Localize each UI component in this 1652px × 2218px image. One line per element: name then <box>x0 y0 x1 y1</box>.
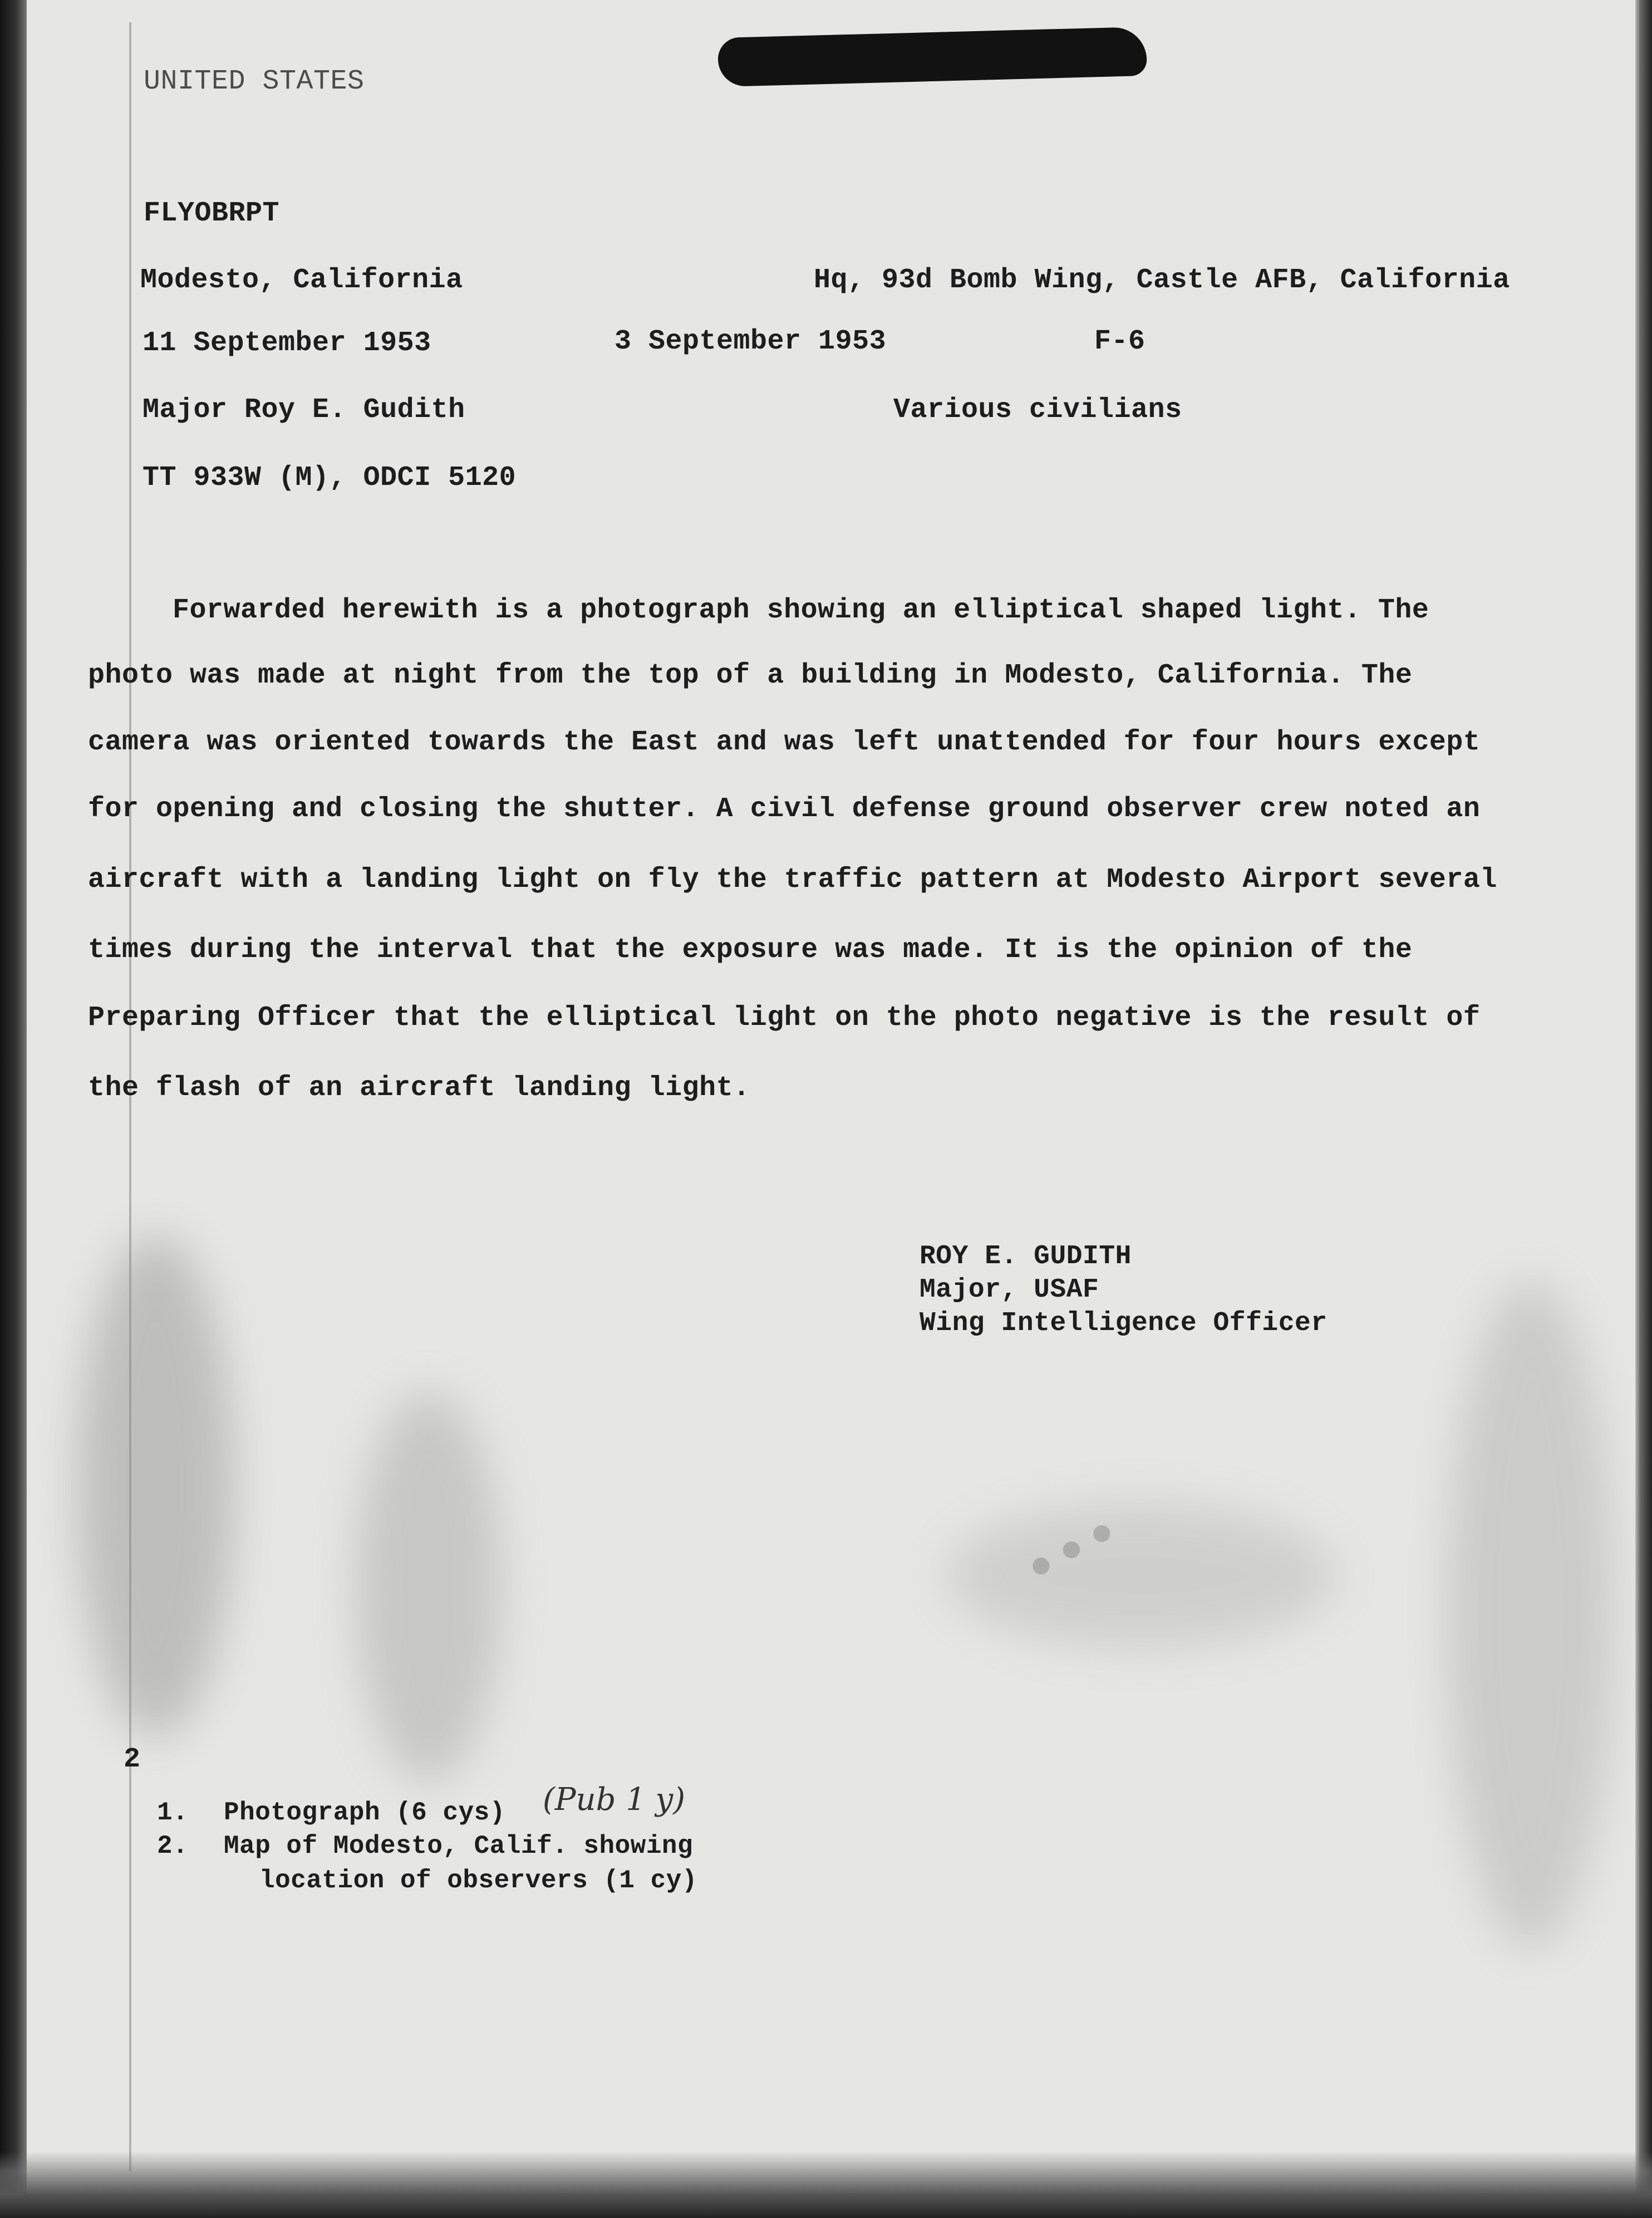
evaluation-code: F-6 <box>1094 326 1145 357</box>
classification-line: UNITED STATES <box>144 66 365 97</box>
enclosure-continuation: location of observers (1 cy) <box>259 1866 697 1895</box>
source: Various civilians <box>893 394 1182 426</box>
body-line: times during the interval that the exposure was made. It is the opinion of the <box>88 934 1413 966</box>
enclosure-number: 1. <box>157 1798 189 1827</box>
enclosure-item: Map of Modesto, Calif. showing <box>224 1832 694 1861</box>
smudge <box>1447 1280 1614 1949</box>
body-line: Preparing Officer that the elliptical light on the photo negative is the result of <box>88 1002 1481 1034</box>
body-line: the flash of an aircraft landing light. <box>88 1072 750 1104</box>
prepared-by: Major Roy E. Gudith <box>142 394 465 426</box>
body-line: photo was made at night from the top of a building in Modesto, California. The <box>88 660 1413 691</box>
event-date: 3 September 1953 <box>614 326 887 357</box>
signature-rank: Major, USAF <box>920 1275 1099 1305</box>
enclosure-item: Photograph (6 cys) <box>224 1798 505 1827</box>
smudge <box>78 1236 234 1737</box>
scan-border-right <box>1635 0 1652 2218</box>
body-line: camera was oriented towards the East and was left unattended for four hours except <box>88 727 1481 758</box>
location: Modesto, California <box>140 264 463 296</box>
body-line: for opening and closing the shutter. A civil defense ground observer crew noted an <box>88 793 1481 825</box>
handwritten-note: (Pub 1 y) <box>543 1782 686 1818</box>
faded-stamp: ● ● ● <box>1019 1507 1122 1589</box>
scan-border-left <box>0 0 27 2218</box>
report-date: 11 September 1953 <box>142 327 431 359</box>
originating-unit: Hq, 93d Bomb Wing, Castle AFB, California <box>814 264 1510 296</box>
report-type: FLYOBRPT <box>144 198 280 229</box>
enclosure-number: 2. <box>157 1832 189 1861</box>
scan-border-bottom <box>0 2151 1652 2218</box>
smudge <box>946 1503 1336 1648</box>
redaction-bar <box>717 27 1147 87</box>
body-line: aircraft with a landing light on fly the traffic pattern at Modesto Airport several <box>88 864 1497 896</box>
signature-name: ROY E. GUDITH <box>920 1242 1132 1272</box>
body-line: Forwarded herewith is a photograph showing an elliptical shaped light. The <box>173 595 1429 626</box>
smudge <box>356 1392 501 1782</box>
reference: TT 933W (M), ODCI 5120 <box>142 462 517 494</box>
enclosure-count: 2 <box>124 1744 141 1775</box>
signature-title: Wing Intelligence Officer <box>920 1308 1328 1338</box>
